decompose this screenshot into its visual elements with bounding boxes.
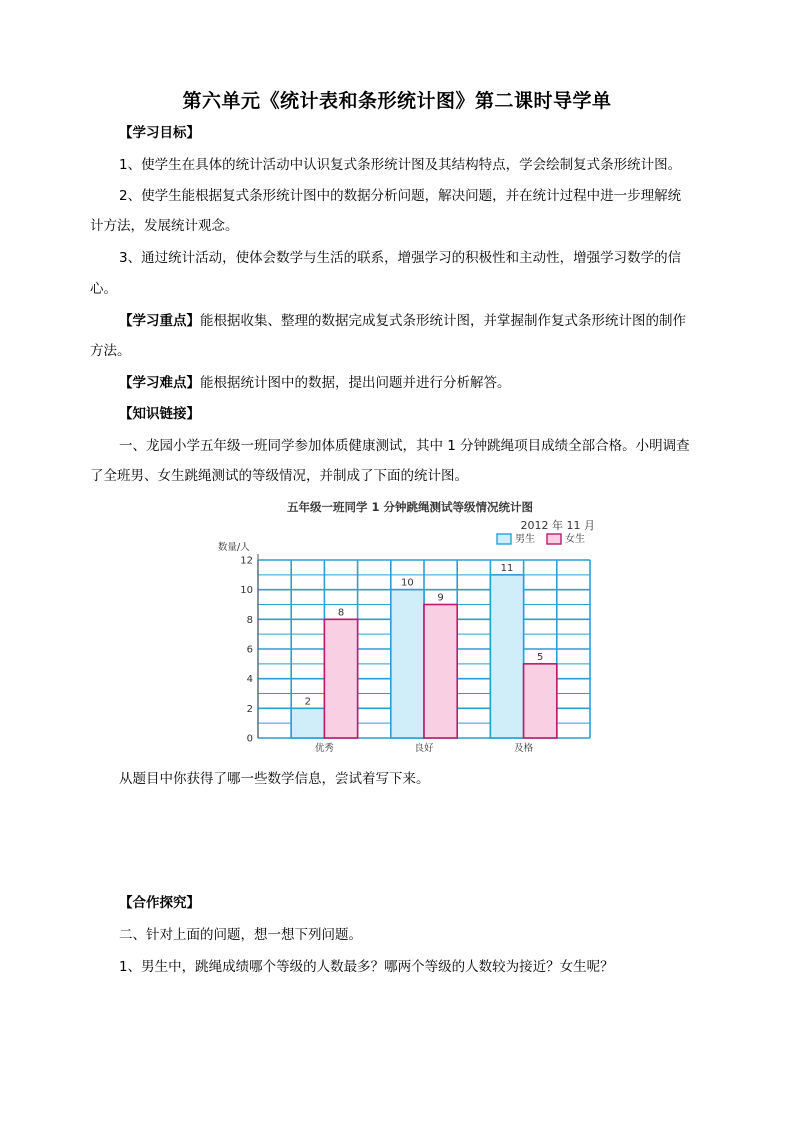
bar-value-label: 11 bbox=[500, 562, 514, 574]
link-paragraph-line-1: 一、龙园小学五年级一班同学参加体质健康测试，其中 1 分钟跳绳项目成绩全部合格。小明调查 bbox=[119, 438, 690, 454]
bar-boys bbox=[291, 708, 324, 738]
goal-2-line-2: 计方法，发展统计观念。 bbox=[90, 218, 239, 234]
bar-value-label: 5 bbox=[537, 651, 544, 663]
goals-header: 【学习目标】 bbox=[119, 125, 200, 141]
bar-boys bbox=[391, 590, 424, 738]
difficulty bbox=[119, 373, 709, 393]
chart-bars bbox=[291, 575, 557, 738]
legend-label: 女生 bbox=[565, 534, 585, 545]
link-paragraph-line-2: 了全班男、女生跳绳测试的等级情况，并制成了下面的统计图。 bbox=[90, 468, 468, 484]
goal-2-line-1: 2、使学生能根据复式条形统计图中的数据分析问题，解决问题，并在统计过程中进一步理解统 bbox=[119, 188, 682, 204]
y-tick-label: 6 bbox=[246, 644, 253, 656]
y-tick-label: 10 bbox=[240, 585, 253, 597]
chart-legend bbox=[497, 532, 585, 545]
y-axis-label: 数量/人 bbox=[218, 542, 250, 553]
legend-swatch bbox=[497, 534, 511, 544]
bar-girls bbox=[524, 664, 557, 738]
coop-paragraph: 二、针对上面的问题，想一想下列问题。 bbox=[119, 927, 362, 943]
difficulty-header: 【学习难点】 bbox=[119, 375, 200, 391]
bar-boys bbox=[490, 575, 523, 738]
x-tick-label: 良好 bbox=[414, 743, 434, 754]
bar-chart-svg bbox=[210, 498, 610, 760]
bar-girls bbox=[424, 605, 457, 739]
x-tick-label: 及格 bbox=[514, 743, 534, 754]
bar-value-label: 10 bbox=[401, 577, 414, 589]
y-tick-label: 8 bbox=[246, 614, 253, 626]
y-tick-label: 2 bbox=[246, 703, 253, 715]
bar-value-label: 9 bbox=[437, 592, 444, 604]
key-text: 能根据收集、整理的数据完成复式条形统计图，并掌握制作复式条形统计图的制作 bbox=[200, 313, 686, 329]
legend-swatch bbox=[547, 534, 561, 544]
y-tick-label: 0 bbox=[246, 733, 253, 745]
question-1: 1、男生中，跳绳成绩哪个等级的人数最多？哪两个等级的人数较为接近？女生呢？ bbox=[119, 959, 614, 975]
bar-chart bbox=[210, 498, 610, 760]
chart-subtitle: 2012 年 11 月 bbox=[520, 519, 595, 532]
coop-header: 【合作探究】 bbox=[119, 895, 200, 911]
key-text-line-2: 方法。 bbox=[90, 343, 131, 359]
prompt-text: 从题目中你获得了哪一些数学信息，尝试着写下来。 bbox=[119, 771, 430, 787]
y-tick-label: 4 bbox=[246, 674, 253, 686]
x-tick-label: 优秀 bbox=[314, 743, 334, 754]
link-header: 【知识链接】 bbox=[119, 406, 200, 422]
bar-value-label: 8 bbox=[337, 607, 345, 619]
goal-3-line-1: 3、通过统计活动，使体会数学与生活的联系，增强学习的积极性和主动性，增强学习数学的信 bbox=[119, 250, 682, 266]
goal-1: 1、使学生在具体的统计活动中认识复式条形统计图及其结构特点，学会绘制复式条形统计图。 bbox=[119, 157, 682, 173]
chart-title: 五年级一班同学 1 分钟跳绳测试等级情况统计图 bbox=[286, 500, 534, 514]
key-header: 【学习重点】 bbox=[119, 313, 200, 329]
legend-label: 男生 bbox=[515, 534, 535, 545]
page-title: 第六单元《统计表和条形统计图》第二课时导学单 bbox=[182, 90, 612, 112]
goal-3-line-2: 心。 bbox=[90, 281, 117, 297]
difficulty-text: 能根据统计图中的数据，提出问题并进行分析解答。 bbox=[200, 375, 511, 391]
y-tick-label: 12 bbox=[240, 555, 253, 567]
bar-value-label: 2 bbox=[304, 696, 311, 708]
bar-girls bbox=[324, 619, 357, 738]
key-point bbox=[119, 311, 709, 331]
